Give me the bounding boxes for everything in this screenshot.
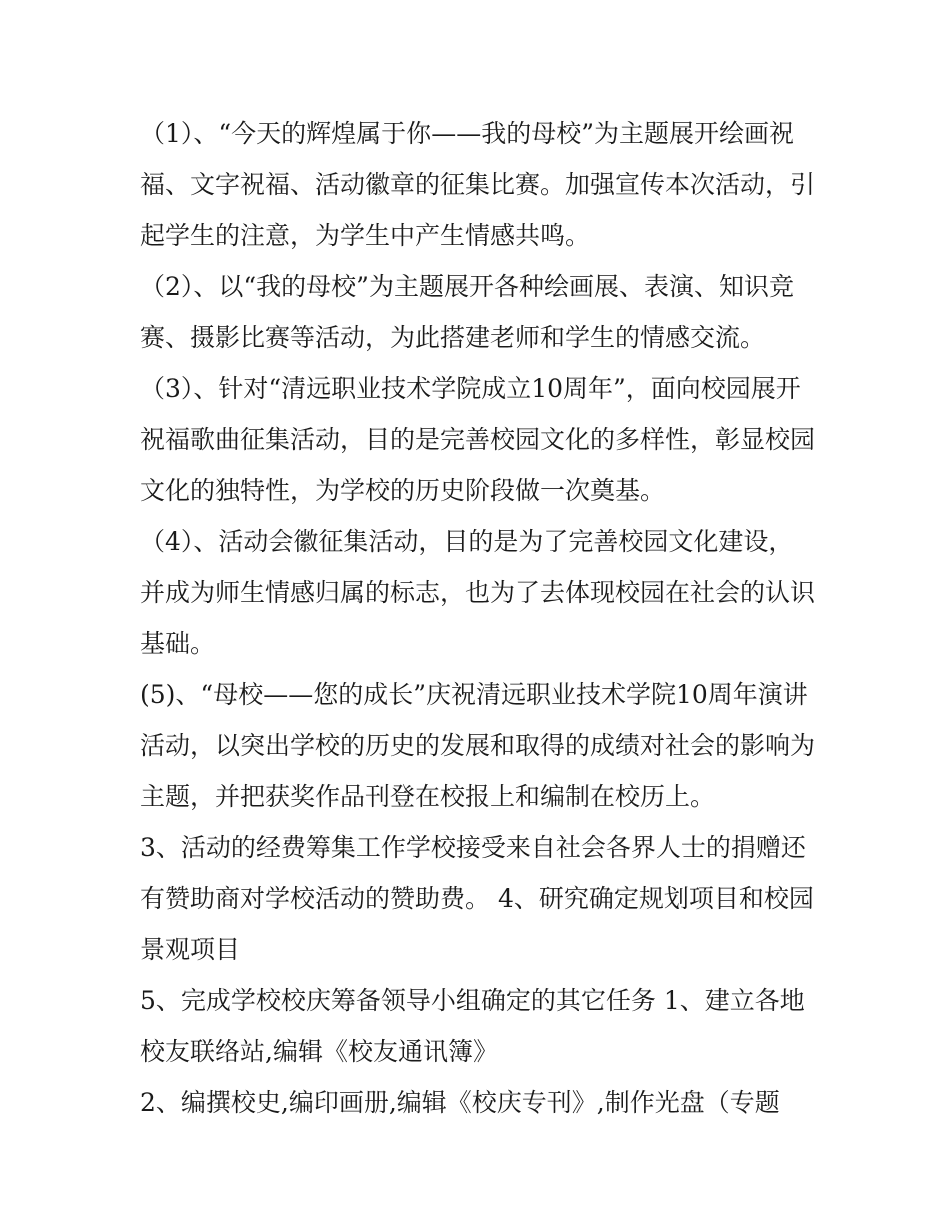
text-line: （2）、以“我的母校”为主题展开各种绘画展、表演、知识竞 [140, 272, 794, 301]
text-line: 赛、摄影比赛等活动，为此搭建老师和学生的情感交流。 [140, 323, 766, 352]
text-line: 祝福歌曲征集活动，目的是完善校园文化的多样性，彰显校园 [140, 425, 816, 454]
paragraph-item-4 [140, 516, 820, 669]
text-line: (5)、“母校——您的成长”庆祝清远职业技术学院10周年演讲 [140, 680, 808, 709]
text-line: 景观项目 [140, 935, 241, 964]
text-line: 3、活动的经费筹集工作学校接受来自社会各界人士的捐赠还 [140, 833, 806, 862]
text-line: 并成为师生情感归属的标志，也为了去体现校园在社会的认识 [140, 578, 816, 607]
text-line: 基础。 [140, 629, 216, 658]
text-line: 5、完成学校校庆筹备领导小组确定的其它任务 1、建立各地 [140, 986, 805, 1015]
paragraph-school-history [140, 1077, 820, 1128]
text-line: 有赞助商对学校活动的赞助费。 4、研究确定规划项目和校园 [140, 884, 814, 913]
text-line: 福、文字祝福、活动徽章的征集比赛。加强宣传本次活动，引 [140, 170, 816, 199]
text-line: 活动，以突出学校的历史的发展和取得的成绩对社会的影响为 [140, 731, 816, 760]
text-line: （1）、“今天的辉煌属于你——我的母校”为主题展开绘画祝 [140, 119, 794, 148]
paragraph-item-5 [140, 669, 820, 822]
paragraph-item-1 [140, 108, 820, 261]
text-line: （3）、针对“清远职业技术学院成立10周年”，面向校园展开 [140, 374, 801, 403]
text-line: 文化的独特性，为学校的历史阶段做一次奠基。 [140, 476, 666, 505]
text-line: 2、编撰校史,编印画册,编辑《校庆专刊》,制作光盘（专题 [140, 1088, 780, 1117]
text-line: （4）、活动会徽征集活动，目的是为了完善校园文化建设， [140, 527, 794, 556]
text-line: 校友联络站,编辑《校友通讯簿》 [140, 1037, 498, 1066]
text-line: 起学生的注意，为学生中产生情感共鸣。 [140, 221, 591, 250]
paragraph-item-2 [140, 261, 820, 363]
paragraph-other-tasks [140, 975, 820, 1077]
paragraph-item-3 [140, 363, 820, 516]
paragraph-funding [140, 822, 820, 975]
document-body [140, 108, 820, 1128]
text-line: 主题，并把获奖作品刊登在校报上和编制在校历上。 [140, 782, 716, 811]
